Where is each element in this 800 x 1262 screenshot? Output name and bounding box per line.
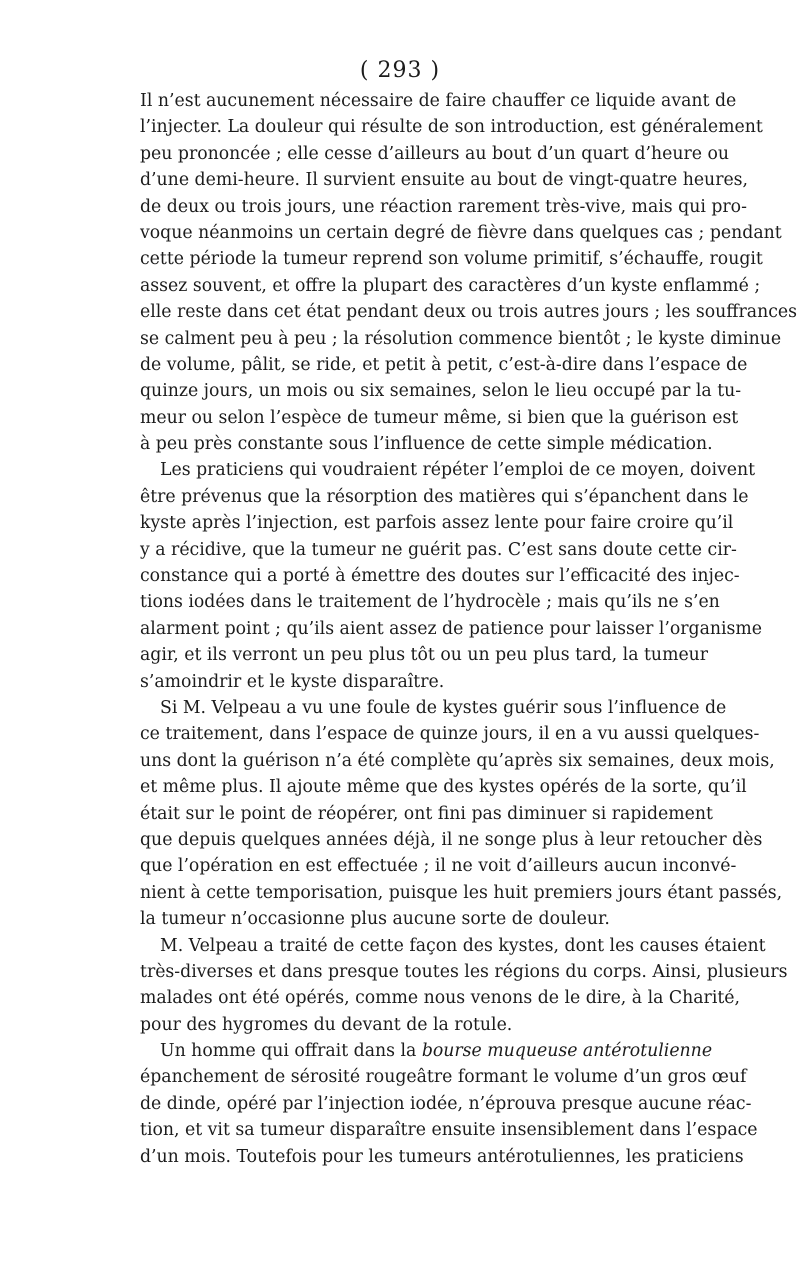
text-line: quinze jours, un mois ou six semaines, selon le lieu occupé par la tu- (140, 381, 742, 402)
text-line: Si M. Velpeau a vu une foule de kystes guérir sous l’influence de (160, 697, 727, 718)
text-line: être prévenus que la résorption des matières qui s’épanchent dans le (140, 486, 749, 507)
text-line: très-diverses et dans presque toutes les régions du corps. Ainsi, plusieurs (140, 961, 788, 982)
text-line: épanchement de sérosité rougeâtre formant le volume d’un gros œuf (140, 1067, 747, 1088)
text-line: l’injecter. La douleur qui résulte de son introduction, est généralement (140, 117, 763, 138)
text-line: peu prononcée ; elle cesse d’ailleurs au bout d’un quart d’heure ou (140, 143, 730, 164)
text-line: meur ou selon l’espèce de tumeur même, si bien que la guérison est (140, 407, 739, 428)
text-line: pour des hygromes du devant de la rotule. (140, 1014, 513, 1035)
text-line: elle reste dans cet état pendant deux ou trois autres jours ; les souffrances (140, 302, 797, 323)
text-line: Les praticiens qui voudraient répéter l’emploi de ce moyen, doivent (160, 460, 756, 481)
text-line: de volume, pâlit, se ride, et petit à petit, c’est-à-dire dans l’espace de (140, 354, 748, 375)
text-line: nient à cette temporisation, puisque les huit premiers jours étant passés, (140, 882, 783, 903)
text-line: d’un mois. Toutefois pour les tumeurs antérotuliennes, les praticiens (140, 1146, 744, 1167)
text-line: alarment point ; qu’ils aient assez de patience pour laisser l’organisme (140, 618, 763, 639)
text-line: de dinde, opéré par l’injection iodée, n’éprouva presque aucune réac- (140, 1093, 752, 1114)
text-line: d’une demi-heure. Il survient ensuite au bout de vingt-quatre heures, (140, 170, 749, 191)
text-line: malades ont été opérés, comme nous venons de le dire, à la Charité, (140, 988, 741, 1009)
text-segment: Un homme qui offrait dans la (160, 1041, 422, 1062)
text-line: de deux ou trois jours, une réaction rarement très-vive, mais qui pro- (140, 196, 747, 217)
text-line: se calment peu à peu ; la résolution commence bientôt ; le kyste diminue (140, 328, 782, 349)
page-number: ( 293 ) (359, 58, 441, 83)
text-line (140, 1038, 713, 1064)
text-line: agir, et ils verront un peu plus tôt ou un peu plus tard, la tumeur (140, 645, 709, 666)
text-line: était sur le point de réopérer, ont fini pas diminuer si rapidement (140, 803, 713, 824)
text-line: que depuis quelques années déjà, il ne songe plus à leur retoucher dès (140, 829, 763, 850)
text-line: et même plus. Il ajoute même que des kystes opérés de la sorte, qu’il (140, 777, 747, 798)
text-line: Il n’est aucunement nécessaire de faire chauffer ce liquide avant de (140, 91, 737, 111)
text-line: que l’opération en est effectuée ; il ne voit d’ailleurs aucun inconvé- (140, 856, 737, 877)
text-line: kyste après l’injection, est parfois assez lente pour faire croire qu’il (140, 513, 734, 534)
text-line: s’amoindrir et le kyste disparaître. (140, 671, 445, 692)
text-line: assez souvent, et offre la plupart des caractères d’un kyste enflammé ; (140, 275, 761, 296)
text-line: tions iodées dans le traitement de l’hydrocèle ; mais qu’ils ne s’en (140, 592, 720, 613)
text-line: cette période la tumeur reprend son volume primitif, s’échauffe, rougit (140, 249, 763, 270)
text-line: uns dont la guérison n’a été complète qu’après six semaines, deux mois, (140, 750, 775, 771)
text-line: constance qui a porté à émettre des doutes sur l’efficacité des injec- (140, 566, 740, 587)
text-line: tion, et vit sa tumeur disparaître ensuite insensiblement dans l’espace (140, 1120, 758, 1141)
text-line: la tumeur n’occasionne plus aucune sorte de douleur. (140, 909, 610, 930)
text-line: à peu près constante sous l’influence de cette simple médication. (140, 434, 713, 455)
body-text (140, 88, 797, 1170)
text-line: ce traitement, dans l’espace de quinze jours, il en a vu aussi quelques- (140, 724, 760, 745)
text-line: y a récidive, que la tumeur ne guérit pas. C’est sans doute cette cir- (140, 539, 737, 560)
italic-term: bourse muqueuse antérotulienne (421, 1041, 713, 1062)
text-line: voque néanmoins un certain degré de fièvre dans quelques cas ; pendant (140, 222, 782, 243)
text-line: M. Velpeau a traité de cette façon des kystes, dont les causes étaient (160, 935, 766, 956)
